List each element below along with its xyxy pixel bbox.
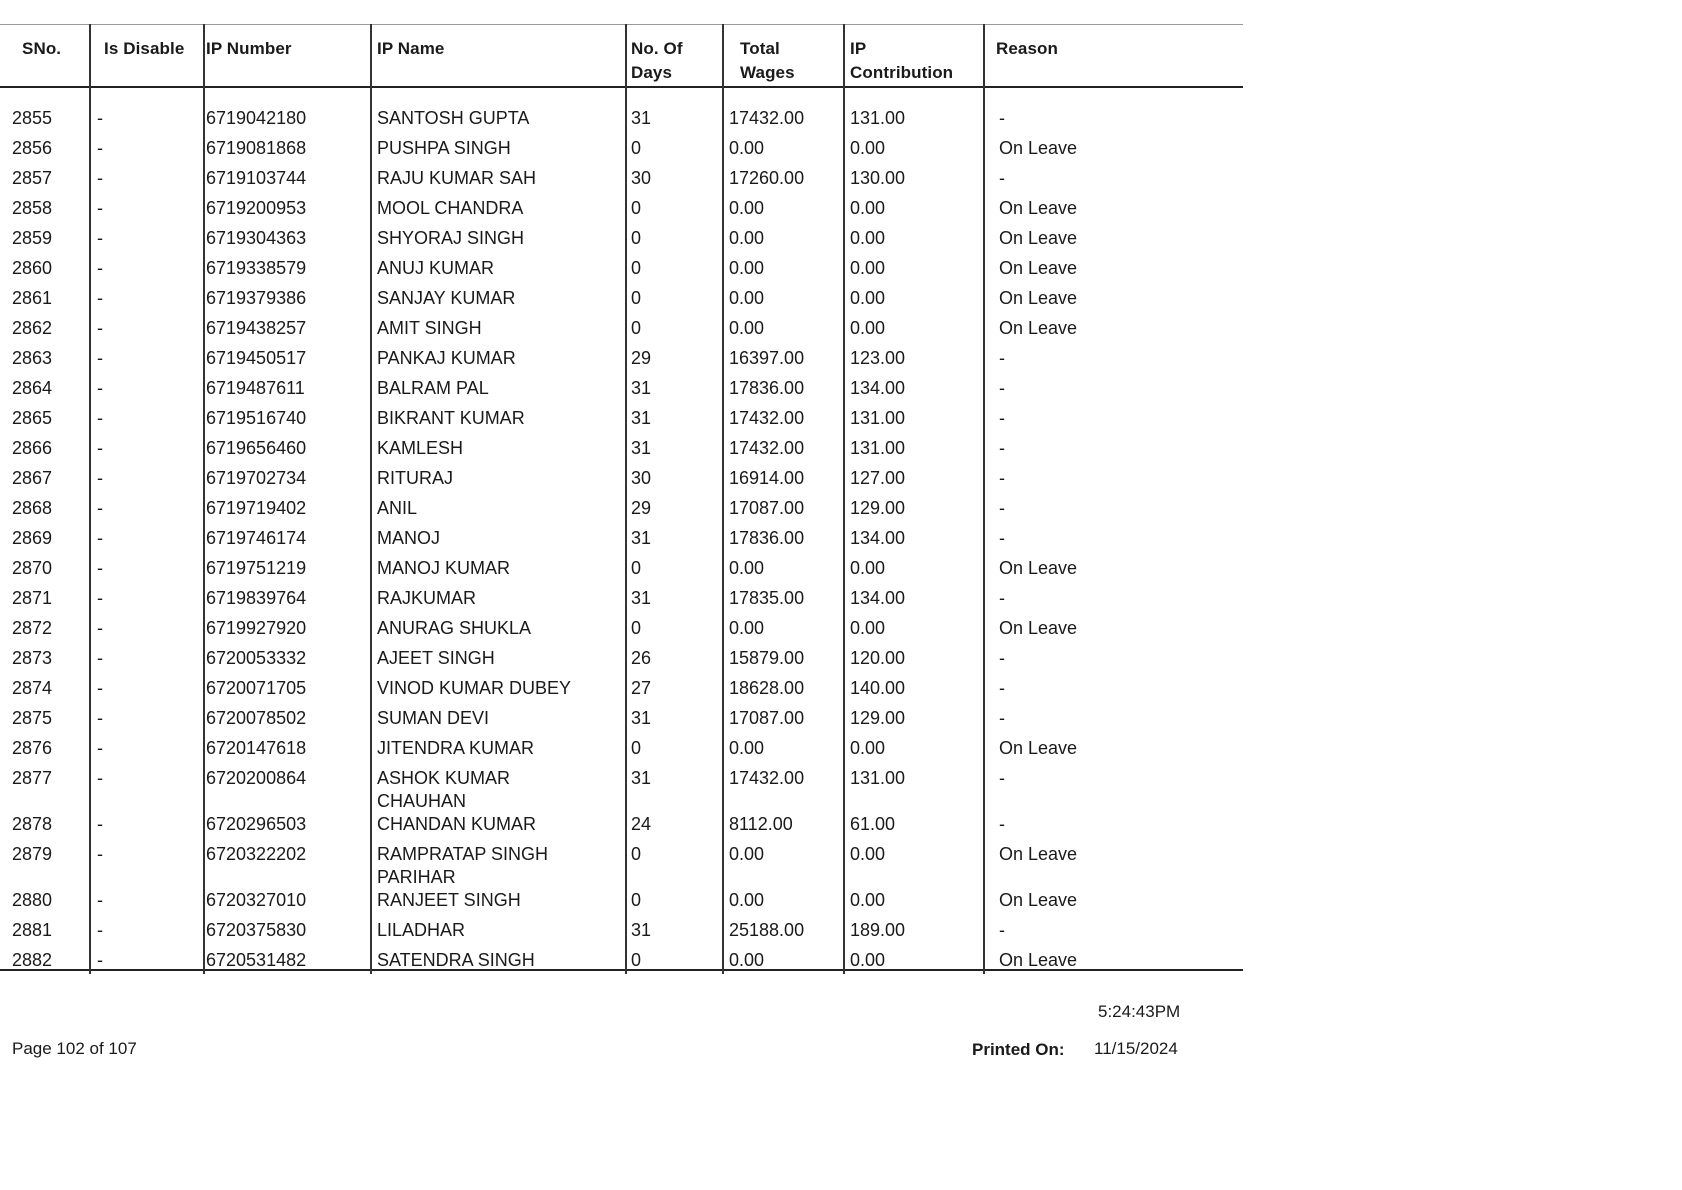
table-row bbox=[0, 317, 1243, 347]
cell-days: 0 bbox=[631, 738, 642, 758]
header-reason: Reason bbox=[996, 39, 1059, 58]
cell-contribution: 0.00 bbox=[850, 258, 886, 278]
cell-contribution: 61.00 bbox=[850, 814, 896, 834]
cell-ip-number: 6719338579 bbox=[206, 258, 307, 278]
cell-wages: 17087.00 bbox=[729, 498, 805, 518]
header-is-disable: Is Disable bbox=[104, 39, 185, 58]
cell-contribution: 123.00 bbox=[850, 348, 906, 368]
cell-reason: - bbox=[999, 528, 1005, 548]
cell-days: 30 bbox=[631, 168, 652, 188]
cell-days: 31 bbox=[631, 408, 652, 428]
cell-wages: 16914.00 bbox=[729, 468, 805, 488]
cell-days: 31 bbox=[631, 108, 652, 128]
table-row bbox=[0, 707, 1243, 737]
cell-wages: 18628.00 bbox=[729, 678, 805, 698]
table-row bbox=[0, 527, 1243, 557]
cell-sno: 2869 bbox=[12, 528, 53, 548]
cell-is-disable: - bbox=[97, 618, 103, 638]
cell-is-disable: - bbox=[97, 138, 103, 158]
cell-ip-number: 6719702734 bbox=[206, 468, 307, 488]
table-row bbox=[0, 197, 1243, 227]
cell-contribution: 120.00 bbox=[850, 648, 906, 668]
cell-contribution: 129.00 bbox=[850, 498, 906, 518]
cell-wages: 15879.00 bbox=[729, 648, 805, 668]
cell-ip-number: 6719516740 bbox=[206, 408, 307, 428]
cell-is-disable: - bbox=[97, 528, 103, 548]
cell-ip-name: BIKRANT KUMAR bbox=[377, 408, 525, 428]
cell-sno: 2867 bbox=[12, 468, 53, 488]
cell-days: 29 bbox=[631, 498, 652, 518]
cell-reason: On Leave bbox=[999, 288, 1078, 308]
cell-ip-name: ANIL bbox=[377, 498, 418, 518]
cell-contribution: 0.00 bbox=[850, 890, 886, 910]
cell-reason: - bbox=[999, 408, 1005, 428]
table-row bbox=[0, 227, 1243, 257]
header-ip-name: IP Name bbox=[377, 39, 445, 58]
cell-ip-number: 6719751219 bbox=[206, 558, 307, 578]
cell-ip-name: AJEET SINGH bbox=[377, 648, 495, 668]
cell-is-disable: - bbox=[97, 318, 103, 338]
cell-sno: 2857 bbox=[12, 168, 53, 188]
table-row bbox=[0, 257, 1243, 287]
cell-is-disable: - bbox=[97, 558, 103, 578]
cell-sno: 2871 bbox=[12, 588, 53, 608]
cell-sno: 2862 bbox=[12, 318, 53, 338]
cell-ip-number: 6719438257 bbox=[206, 318, 307, 338]
cell-wages: 17432.00 bbox=[729, 108, 805, 128]
table-row bbox=[0, 167, 1243, 197]
cell-contribution: 0.00 bbox=[850, 318, 886, 338]
cell-wages: 0.00 bbox=[729, 738, 765, 758]
cell-contribution: 131.00 bbox=[850, 768, 906, 788]
cell-ip-number: 6719839764 bbox=[206, 588, 307, 608]
cell-sno: 2868 bbox=[12, 498, 53, 518]
table-row bbox=[0, 377, 1243, 407]
cell-ip-name: ANURAG SHUKLA bbox=[377, 618, 532, 638]
table-row bbox=[0, 949, 1243, 979]
cell-ip-number: 6720078502 bbox=[206, 708, 307, 728]
cell-wages: 17835.00 bbox=[729, 588, 805, 608]
table-row bbox=[0, 137, 1243, 167]
cell-ip-name: PUSHPA SINGH bbox=[377, 138, 511, 158]
cell-ip-number: 6720071705 bbox=[206, 678, 307, 698]
cell-contribution: 0.00 bbox=[850, 228, 886, 248]
table-row bbox=[0, 437, 1243, 467]
table-row bbox=[0, 107, 1243, 137]
cell-ip-number: 6720296503 bbox=[206, 814, 307, 834]
table-row bbox=[0, 557, 1243, 587]
cell-is-disable: - bbox=[97, 288, 103, 308]
cell-reason: On Leave bbox=[999, 228, 1078, 248]
cell-ip-number: 6719379386 bbox=[206, 288, 307, 308]
cell-reason: - bbox=[999, 348, 1005, 368]
cell-days: 0 bbox=[631, 228, 642, 248]
cell-sno: 2876 bbox=[12, 738, 53, 758]
cell-days: 31 bbox=[631, 438, 652, 458]
cell-ip-name: BALRAM PAL bbox=[377, 378, 489, 398]
cell-ip-number: 6719042180 bbox=[206, 108, 307, 128]
cell-wages: 17432.00 bbox=[729, 408, 805, 428]
cell-sno: 2863 bbox=[12, 348, 53, 368]
cell-wages: 17432.00 bbox=[729, 768, 805, 788]
cell-ip-name: RAMPRATAP SINGH PARIHAR bbox=[377, 844, 549, 887]
cell-sno: 2878 bbox=[12, 814, 53, 834]
cell-sno: 2877 bbox=[12, 768, 53, 788]
cell-ip-number: 6720531482 bbox=[206, 950, 307, 970]
cell-days: 0 bbox=[631, 558, 642, 578]
cell-sno: 2881 bbox=[12, 920, 53, 940]
cell-is-disable: - bbox=[97, 168, 103, 188]
cell-ip-name: RAJU KUMAR SAH bbox=[377, 168, 537, 188]
cell-days: 31 bbox=[631, 378, 652, 398]
cell-reason: On Leave bbox=[999, 198, 1078, 218]
cell-reason: On Leave bbox=[999, 618, 1078, 638]
cell-wages: 0.00 bbox=[729, 318, 765, 338]
cell-days: 24 bbox=[631, 814, 652, 834]
cell-ip-number: 6719487611 bbox=[206, 378, 305, 398]
header-ip-number: IP Number bbox=[206, 39, 292, 58]
cell-is-disable: - bbox=[97, 678, 103, 698]
cell-ip-number: 6719200953 bbox=[206, 198, 307, 218]
cell-reason: - bbox=[999, 648, 1005, 668]
cell-reason: - bbox=[999, 814, 1005, 834]
cell-contribution: 0.00 bbox=[850, 198, 886, 218]
page-number: Page 102 of 107 bbox=[12, 1039, 137, 1058]
cell-days: 0 bbox=[631, 890, 642, 910]
table-row bbox=[0, 647, 1243, 677]
cell-contribution: 0.00 bbox=[850, 618, 886, 638]
cell-sno: 2866 bbox=[12, 438, 53, 458]
cell-reason: - bbox=[999, 920, 1005, 940]
cell-days: 26 bbox=[631, 648, 652, 668]
table-row bbox=[0, 677, 1243, 707]
cell-is-disable: - bbox=[97, 814, 103, 834]
cell-wages: 0.00 bbox=[729, 950, 765, 970]
cell-contribution: 0.00 bbox=[850, 738, 886, 758]
cell-contribution: 0.00 bbox=[850, 950, 886, 970]
cell-days: 0 bbox=[631, 950, 642, 970]
cell-sno: 2882 bbox=[12, 950, 53, 970]
cell-is-disable: - bbox=[97, 890, 103, 910]
cell-ip-name: RITURAJ bbox=[377, 468, 453, 488]
cell-wages: 0.00 bbox=[729, 288, 765, 308]
cell-sno: 2874 bbox=[12, 678, 53, 698]
cell-days: 30 bbox=[631, 468, 652, 488]
cell-wages: 0.00 bbox=[729, 558, 765, 578]
cell-is-disable: - bbox=[97, 438, 103, 458]
cell-wages: 0.00 bbox=[729, 138, 765, 158]
cell-ip-name: CHANDAN KUMAR bbox=[377, 814, 537, 834]
cell-reason: - bbox=[999, 588, 1005, 608]
cell-is-disable: - bbox=[97, 648, 103, 668]
cell-days: 29 bbox=[631, 348, 652, 368]
cell-is-disable: - bbox=[97, 198, 103, 218]
printed-on-label: Printed On: bbox=[972, 1040, 1065, 1059]
table-row bbox=[0, 347, 1243, 377]
cell-contribution: 131.00 bbox=[850, 408, 906, 428]
cell-is-disable: - bbox=[97, 950, 103, 970]
cell-is-disable: - bbox=[97, 108, 103, 128]
cell-ip-number: 6719304363 bbox=[206, 228, 307, 248]
cell-ip-name: MANOJ bbox=[377, 528, 440, 548]
cell-reason: On Leave bbox=[999, 844, 1078, 864]
cell-ip-number: 6720200864 bbox=[206, 768, 307, 788]
cell-is-disable: - bbox=[97, 348, 103, 368]
cell-reason: - bbox=[999, 438, 1005, 458]
table-row bbox=[0, 467, 1243, 497]
cell-contribution: 0.00 bbox=[850, 558, 886, 578]
cell-contribution: 140.00 bbox=[850, 678, 906, 698]
cell-ip-name: JITENDRA KUMAR bbox=[377, 738, 535, 758]
cell-sno: 2861 bbox=[12, 288, 53, 308]
cell-days: 31 bbox=[631, 708, 652, 728]
table-row bbox=[0, 497, 1243, 527]
cell-wages: 0.00 bbox=[729, 228, 765, 248]
cell-contribution: 129.00 bbox=[850, 708, 906, 728]
cell-ip-name: MOOL CHANDRA bbox=[377, 198, 524, 218]
cell-wages: 17836.00 bbox=[729, 378, 805, 398]
cell-days: 31 bbox=[631, 588, 652, 608]
cell-ip-number: 6719746174 bbox=[206, 528, 307, 548]
cell-is-disable: - bbox=[97, 920, 103, 940]
cell-ip-number: 6719927920 bbox=[206, 618, 307, 638]
header-sno: SNo. bbox=[22, 39, 62, 58]
cell-ip-name: LILADHAR bbox=[377, 920, 466, 940]
table-row bbox=[0, 287, 1243, 317]
cell-is-disable: - bbox=[97, 708, 103, 728]
header-total-wages: Total Wages bbox=[740, 39, 795, 82]
cell-sno: 2872 bbox=[12, 618, 53, 638]
cell-sno: 2879 bbox=[12, 844, 53, 864]
cell-days: 31 bbox=[631, 920, 652, 940]
cell-ip-number: 6719719402 bbox=[206, 498, 307, 518]
cell-ip-name: PANKAJ KUMAR bbox=[377, 348, 516, 368]
cell-reason: On Leave bbox=[999, 738, 1078, 758]
cell-ip-name: ANUJ KUMAR bbox=[377, 258, 495, 278]
cell-reason: - bbox=[999, 678, 1005, 698]
cell-reason: - bbox=[999, 378, 1005, 398]
cell-ip-number: 6720053332 bbox=[206, 648, 307, 668]
cell-ip-number: 6720322202 bbox=[206, 844, 307, 864]
cell-ip-name: SANTOSH GUPTA bbox=[377, 108, 530, 128]
cell-ip-name: RAJKUMAR bbox=[377, 588, 477, 608]
cell-reason: - bbox=[999, 108, 1005, 128]
cell-ip-name: KAMLESH bbox=[377, 438, 464, 458]
table-row bbox=[0, 889, 1243, 919]
cell-reason: On Leave bbox=[999, 890, 1078, 910]
cell-wages: 17260.00 bbox=[729, 168, 805, 188]
cell-sno: 2855 bbox=[12, 108, 53, 128]
cell-days: 0 bbox=[631, 138, 642, 158]
cell-contribution: 131.00 bbox=[850, 108, 906, 128]
cell-days: 31 bbox=[631, 768, 652, 788]
cell-is-disable: - bbox=[97, 408, 103, 428]
table-row bbox=[0, 843, 1243, 887]
cell-ip-name: VINOD KUMAR DUBEY bbox=[377, 678, 572, 698]
cell-is-disable: - bbox=[97, 588, 103, 608]
cell-sno: 2859 bbox=[12, 228, 53, 248]
cell-days: 0 bbox=[631, 288, 642, 308]
cell-days: 0 bbox=[631, 258, 642, 278]
cell-days: 0 bbox=[631, 318, 642, 338]
cell-days: 0 bbox=[631, 198, 642, 218]
cell-contribution: 0.00 bbox=[850, 138, 886, 158]
cell-contribution: 134.00 bbox=[850, 528, 906, 548]
cell-reason: - bbox=[999, 768, 1005, 788]
cell-ip-name: SUMAN DEVI bbox=[377, 708, 490, 728]
cell-contribution: 134.00 bbox=[850, 378, 906, 398]
cell-ip-number: 6719450517 bbox=[206, 348, 307, 368]
cell-reason: - bbox=[999, 468, 1005, 488]
cell-contribution: 127.00 bbox=[850, 468, 906, 488]
header-no-of-days: No. Of Days bbox=[631, 39, 683, 82]
cell-wages: 0.00 bbox=[729, 844, 765, 864]
cell-ip-number: 6720375830 bbox=[206, 920, 307, 940]
cell-sno: 2875 bbox=[12, 708, 53, 728]
table-row bbox=[0, 813, 1243, 843]
cell-ip-name: SATENDRA SINGH bbox=[377, 950, 535, 970]
cell-reason: - bbox=[999, 168, 1005, 188]
cell-wages: 16397.00 bbox=[729, 348, 805, 368]
cell-wages: 17087.00 bbox=[729, 708, 805, 728]
cell-reason: - bbox=[999, 708, 1005, 728]
cell-is-disable: - bbox=[97, 258, 103, 278]
cell-sno: 2858 bbox=[12, 198, 53, 218]
cell-ip-name: SHYORAJ SINGH bbox=[377, 228, 525, 248]
cell-sno: 2873 bbox=[12, 648, 53, 668]
cell-is-disable: - bbox=[97, 468, 103, 488]
cell-wages: 0.00 bbox=[729, 890, 765, 910]
table-row bbox=[0, 587, 1243, 617]
print-time: 5:24:43PM bbox=[1098, 1002, 1181, 1021]
table-row bbox=[0, 407, 1243, 437]
cell-contribution: 131.00 bbox=[850, 438, 906, 458]
cell-is-disable: - bbox=[97, 498, 103, 518]
cell-wages: 0.00 bbox=[729, 198, 765, 218]
cell-days: 0 bbox=[631, 618, 642, 638]
cell-sno: 2864 bbox=[12, 378, 53, 398]
cell-ip-number: 6720327010 bbox=[206, 890, 307, 910]
cell-wages: 0.00 bbox=[729, 618, 765, 638]
cell-wages: 25188.00 bbox=[729, 920, 805, 940]
cell-is-disable: - bbox=[97, 844, 103, 864]
cell-is-disable: - bbox=[97, 768, 103, 788]
cell-ip-name: SANJAY KUMAR bbox=[377, 288, 516, 308]
cell-sno: 2870 bbox=[12, 558, 53, 578]
cell-is-disable: - bbox=[97, 228, 103, 248]
cell-is-disable: - bbox=[97, 738, 103, 758]
cell-reason: On Leave bbox=[999, 950, 1078, 970]
cell-wages: 0.00 bbox=[729, 258, 765, 278]
cell-ip-number: 6720147618 bbox=[206, 738, 307, 758]
cell-reason: On Leave bbox=[999, 318, 1078, 338]
cell-contribution: 0.00 bbox=[850, 844, 886, 864]
cell-days: 27 bbox=[631, 678, 652, 698]
cell-ip-name: AMIT SINGH bbox=[377, 318, 482, 338]
table-top-rule bbox=[0, 24, 1243, 25]
cell-wages: 17432.00 bbox=[729, 438, 805, 458]
cell-wages: 8112.00 bbox=[729, 814, 793, 834]
printed-on-date: 11/15/2024 bbox=[1094, 1039, 1178, 1058]
cell-is-disable: - bbox=[97, 378, 103, 398]
table-row bbox=[0, 737, 1243, 767]
cell-ip-name: RANJEET SINGH bbox=[377, 890, 521, 910]
cell-days: 0 bbox=[631, 844, 642, 864]
cell-contribution: 189.00 bbox=[850, 920, 906, 940]
cell-reason: On Leave bbox=[999, 258, 1078, 278]
cell-ip-number: 6719081868 bbox=[206, 138, 307, 158]
cell-days: 31 bbox=[631, 528, 652, 548]
header-bottom-rule bbox=[0, 86, 1243, 88]
cell-ip-name: ASHOK KUMAR CHAUHAN bbox=[377, 768, 511, 811]
cell-sno: 2856 bbox=[12, 138, 53, 158]
cell-contribution: 134.00 bbox=[850, 588, 906, 608]
table-row bbox=[0, 767, 1243, 811]
table-row bbox=[0, 617, 1243, 647]
cell-contribution: 130.00 bbox=[850, 168, 906, 188]
cell-contribution: 0.00 bbox=[850, 288, 886, 308]
table-row bbox=[0, 919, 1243, 949]
cell-sno: 2860 bbox=[12, 258, 53, 278]
cell-reason: On Leave bbox=[999, 138, 1078, 158]
cell-reason: - bbox=[999, 498, 1005, 518]
cell-ip-name: MANOJ KUMAR bbox=[377, 558, 511, 578]
cell-sno: 2880 bbox=[12, 890, 53, 910]
cell-sno: 2865 bbox=[12, 408, 53, 428]
cell-ip-number: 6719656460 bbox=[206, 438, 307, 458]
cell-wages: 17836.00 bbox=[729, 528, 805, 548]
cell-ip-number: 6719103744 bbox=[206, 168, 307, 188]
cell-reason: On Leave bbox=[999, 558, 1078, 578]
header-ip-contribution: IP Contribution bbox=[850, 39, 954, 82]
